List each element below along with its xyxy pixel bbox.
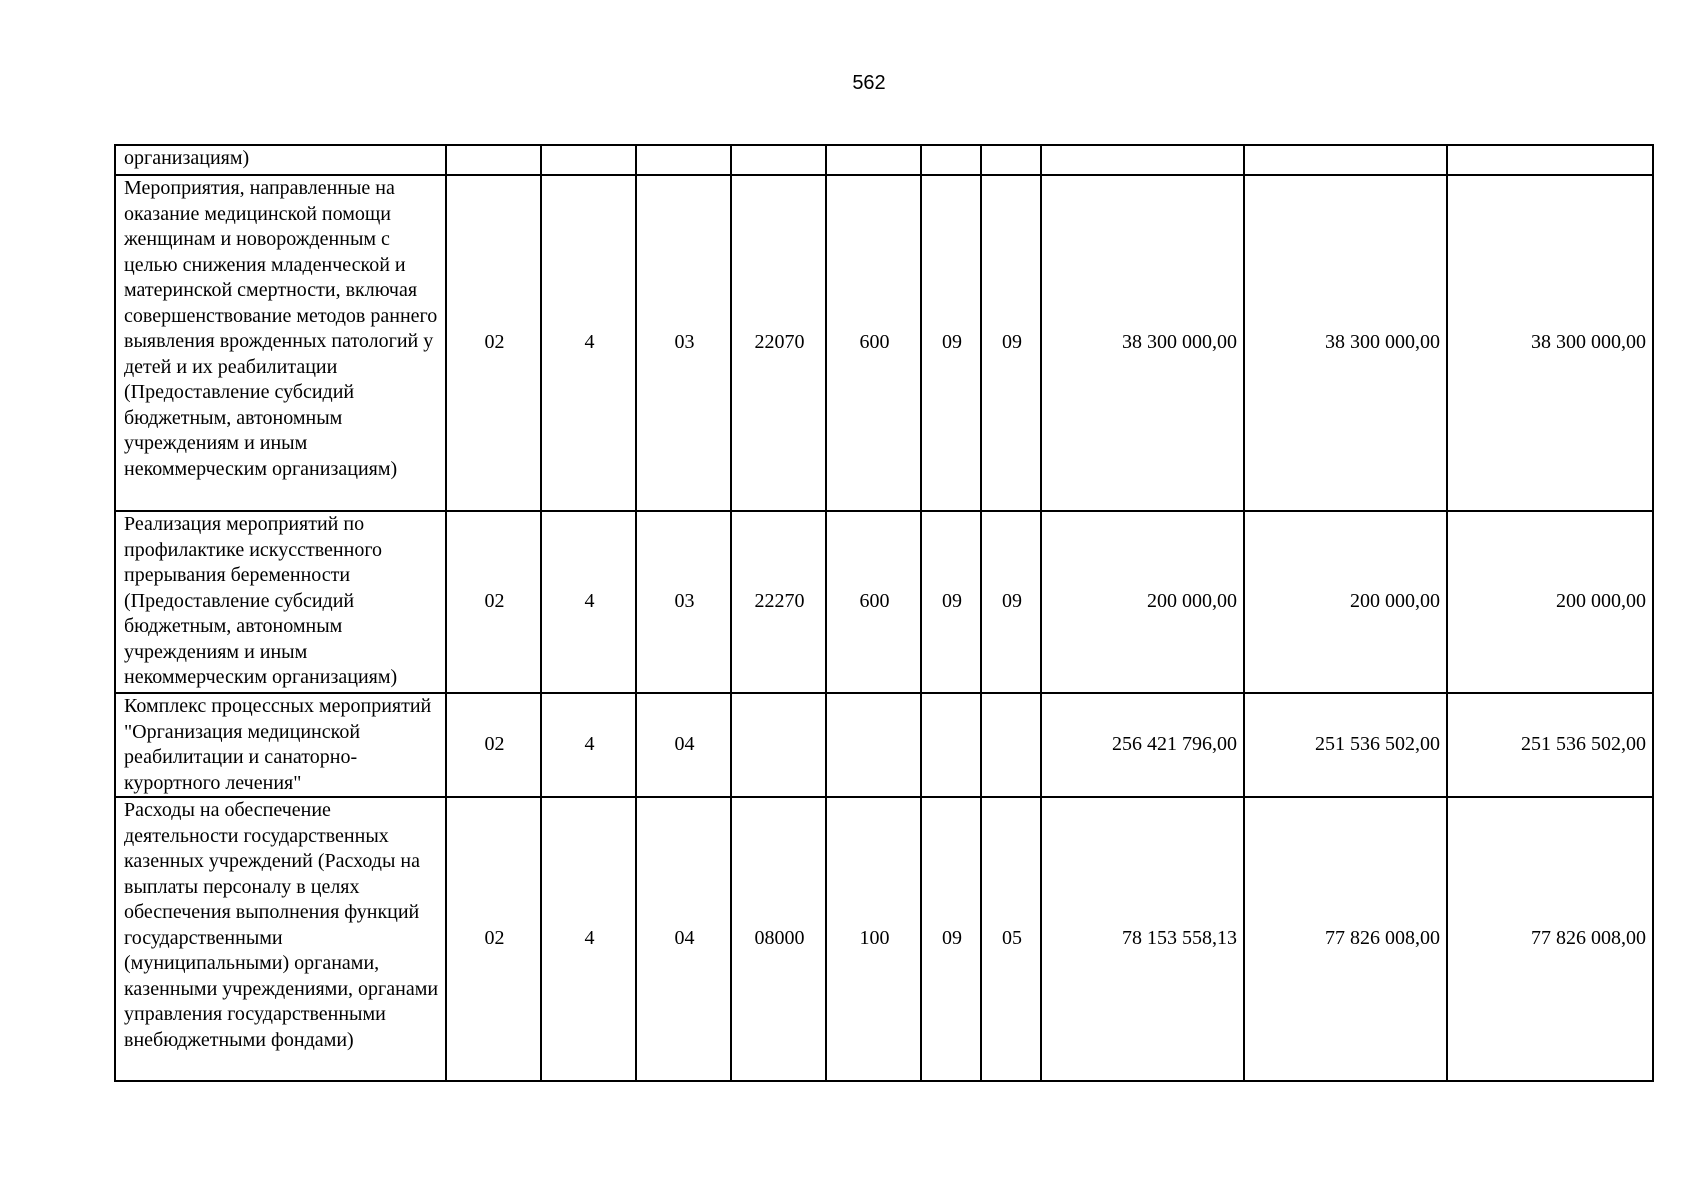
subsection-code bbox=[981, 145, 1041, 175]
complex-code: 03 bbox=[636, 175, 731, 511]
amount-year-1: 78 153 558,13 bbox=[1041, 797, 1244, 1081]
amount-year-1: 200 000,00 bbox=[1041, 511, 1244, 693]
subprogram-code: 4 bbox=[541, 797, 636, 1081]
amount-year-3: 251 536 502,00 bbox=[1447, 693, 1653, 797]
table-row bbox=[115, 175, 1653, 511]
complex-code: 03 bbox=[636, 511, 731, 693]
row-name: Реализация мероприятий по профилактике искусственного прерывания беременности (Предоставление субсидий бюджетным, автономным учреждениям и иным некоммерческим организациям) bbox=[115, 511, 446, 693]
page-number: 562 bbox=[852, 72, 886, 94]
subprogram-code bbox=[541, 145, 636, 175]
program-code bbox=[446, 145, 541, 175]
amount-year-2: 200 000,00 bbox=[1244, 511, 1447, 693]
direction-code: 22070 bbox=[731, 175, 826, 511]
subsection-code bbox=[981, 693, 1041, 797]
row-name: Расходы на обеспечение деятельности государственных казенных учреждений (Расходы на выплаты персоналу в целях обеспечения выполнения функций государственными (муниципальными) органами, казенными учреждениями, органами управления государственными внебюджетными фондами) bbox=[115, 797, 446, 1081]
table-row bbox=[115, 511, 1653, 693]
amount-year-3: 77 826 008,00 bbox=[1447, 797, 1653, 1081]
amount-year-1 bbox=[1041, 145, 1244, 175]
subsection-code: 05 bbox=[981, 797, 1041, 1081]
expense-type-code: 600 bbox=[826, 511, 921, 693]
expense-type-code bbox=[826, 693, 921, 797]
direction-code bbox=[731, 145, 826, 175]
direction-code: 08000 bbox=[731, 797, 826, 1081]
amount-year-1: 38 300 000,00 bbox=[1041, 175, 1244, 511]
program-code: 02 bbox=[446, 511, 541, 693]
direction-code: 22270 bbox=[731, 511, 826, 693]
row-name: организациям) bbox=[115, 145, 446, 175]
amount-year-2: 38 300 000,00 bbox=[1244, 175, 1447, 511]
complex-code: 04 bbox=[636, 693, 731, 797]
section-code bbox=[921, 145, 981, 175]
expense-type-code: 600 bbox=[826, 175, 921, 511]
subsection-code: 09 bbox=[981, 175, 1041, 511]
subprogram-code: 4 bbox=[541, 511, 636, 693]
expense-type-code: 100 bbox=[826, 797, 921, 1081]
amount-year-3: 38 300 000,00 bbox=[1447, 175, 1653, 511]
complex-code: 04 bbox=[636, 797, 731, 1081]
section-code: 09 bbox=[921, 511, 981, 693]
row-name: Комплекс процессных мероприятий "Организация медицинской реабилитации и санаторно-курортного лечения" bbox=[115, 693, 446, 797]
direction-code bbox=[731, 693, 826, 797]
budget-table bbox=[114, 144, 1654, 1082]
amount-year-3 bbox=[1447, 145, 1653, 175]
amount-year-1: 256 421 796,00 bbox=[1041, 693, 1244, 797]
amount-year-2 bbox=[1244, 145, 1447, 175]
table-row bbox=[115, 145, 1653, 175]
program-code: 02 bbox=[446, 693, 541, 797]
subprogram-code: 4 bbox=[541, 693, 636, 797]
program-code: 02 bbox=[446, 797, 541, 1081]
amount-year-2: 77 826 008,00 bbox=[1244, 797, 1447, 1081]
section-code: 09 bbox=[921, 797, 981, 1081]
amount-year-2: 251 536 502,00 bbox=[1244, 693, 1447, 797]
table-row bbox=[115, 693, 1653, 797]
complex-code bbox=[636, 145, 731, 175]
program-code: 02 bbox=[446, 175, 541, 511]
expense-type-code bbox=[826, 145, 921, 175]
section-code bbox=[921, 693, 981, 797]
amount-year-3: 200 000,00 bbox=[1447, 511, 1653, 693]
subprogram-code: 4 bbox=[541, 175, 636, 511]
table-row bbox=[115, 797, 1653, 1081]
subsection-code: 09 bbox=[981, 511, 1041, 693]
section-code: 09 bbox=[921, 175, 981, 511]
row-name: Мероприятия, направленные на оказание медицинской помощи женщинам и новорожденным с целью снижения младенческой и материнской смертности, включая совершенствование методов раннего выявления врожденных патологий у детей и их реабилитации (Предоставление субсидий бюджетным, автономным учреждениям и иным некоммерческим организациям) bbox=[115, 175, 446, 511]
